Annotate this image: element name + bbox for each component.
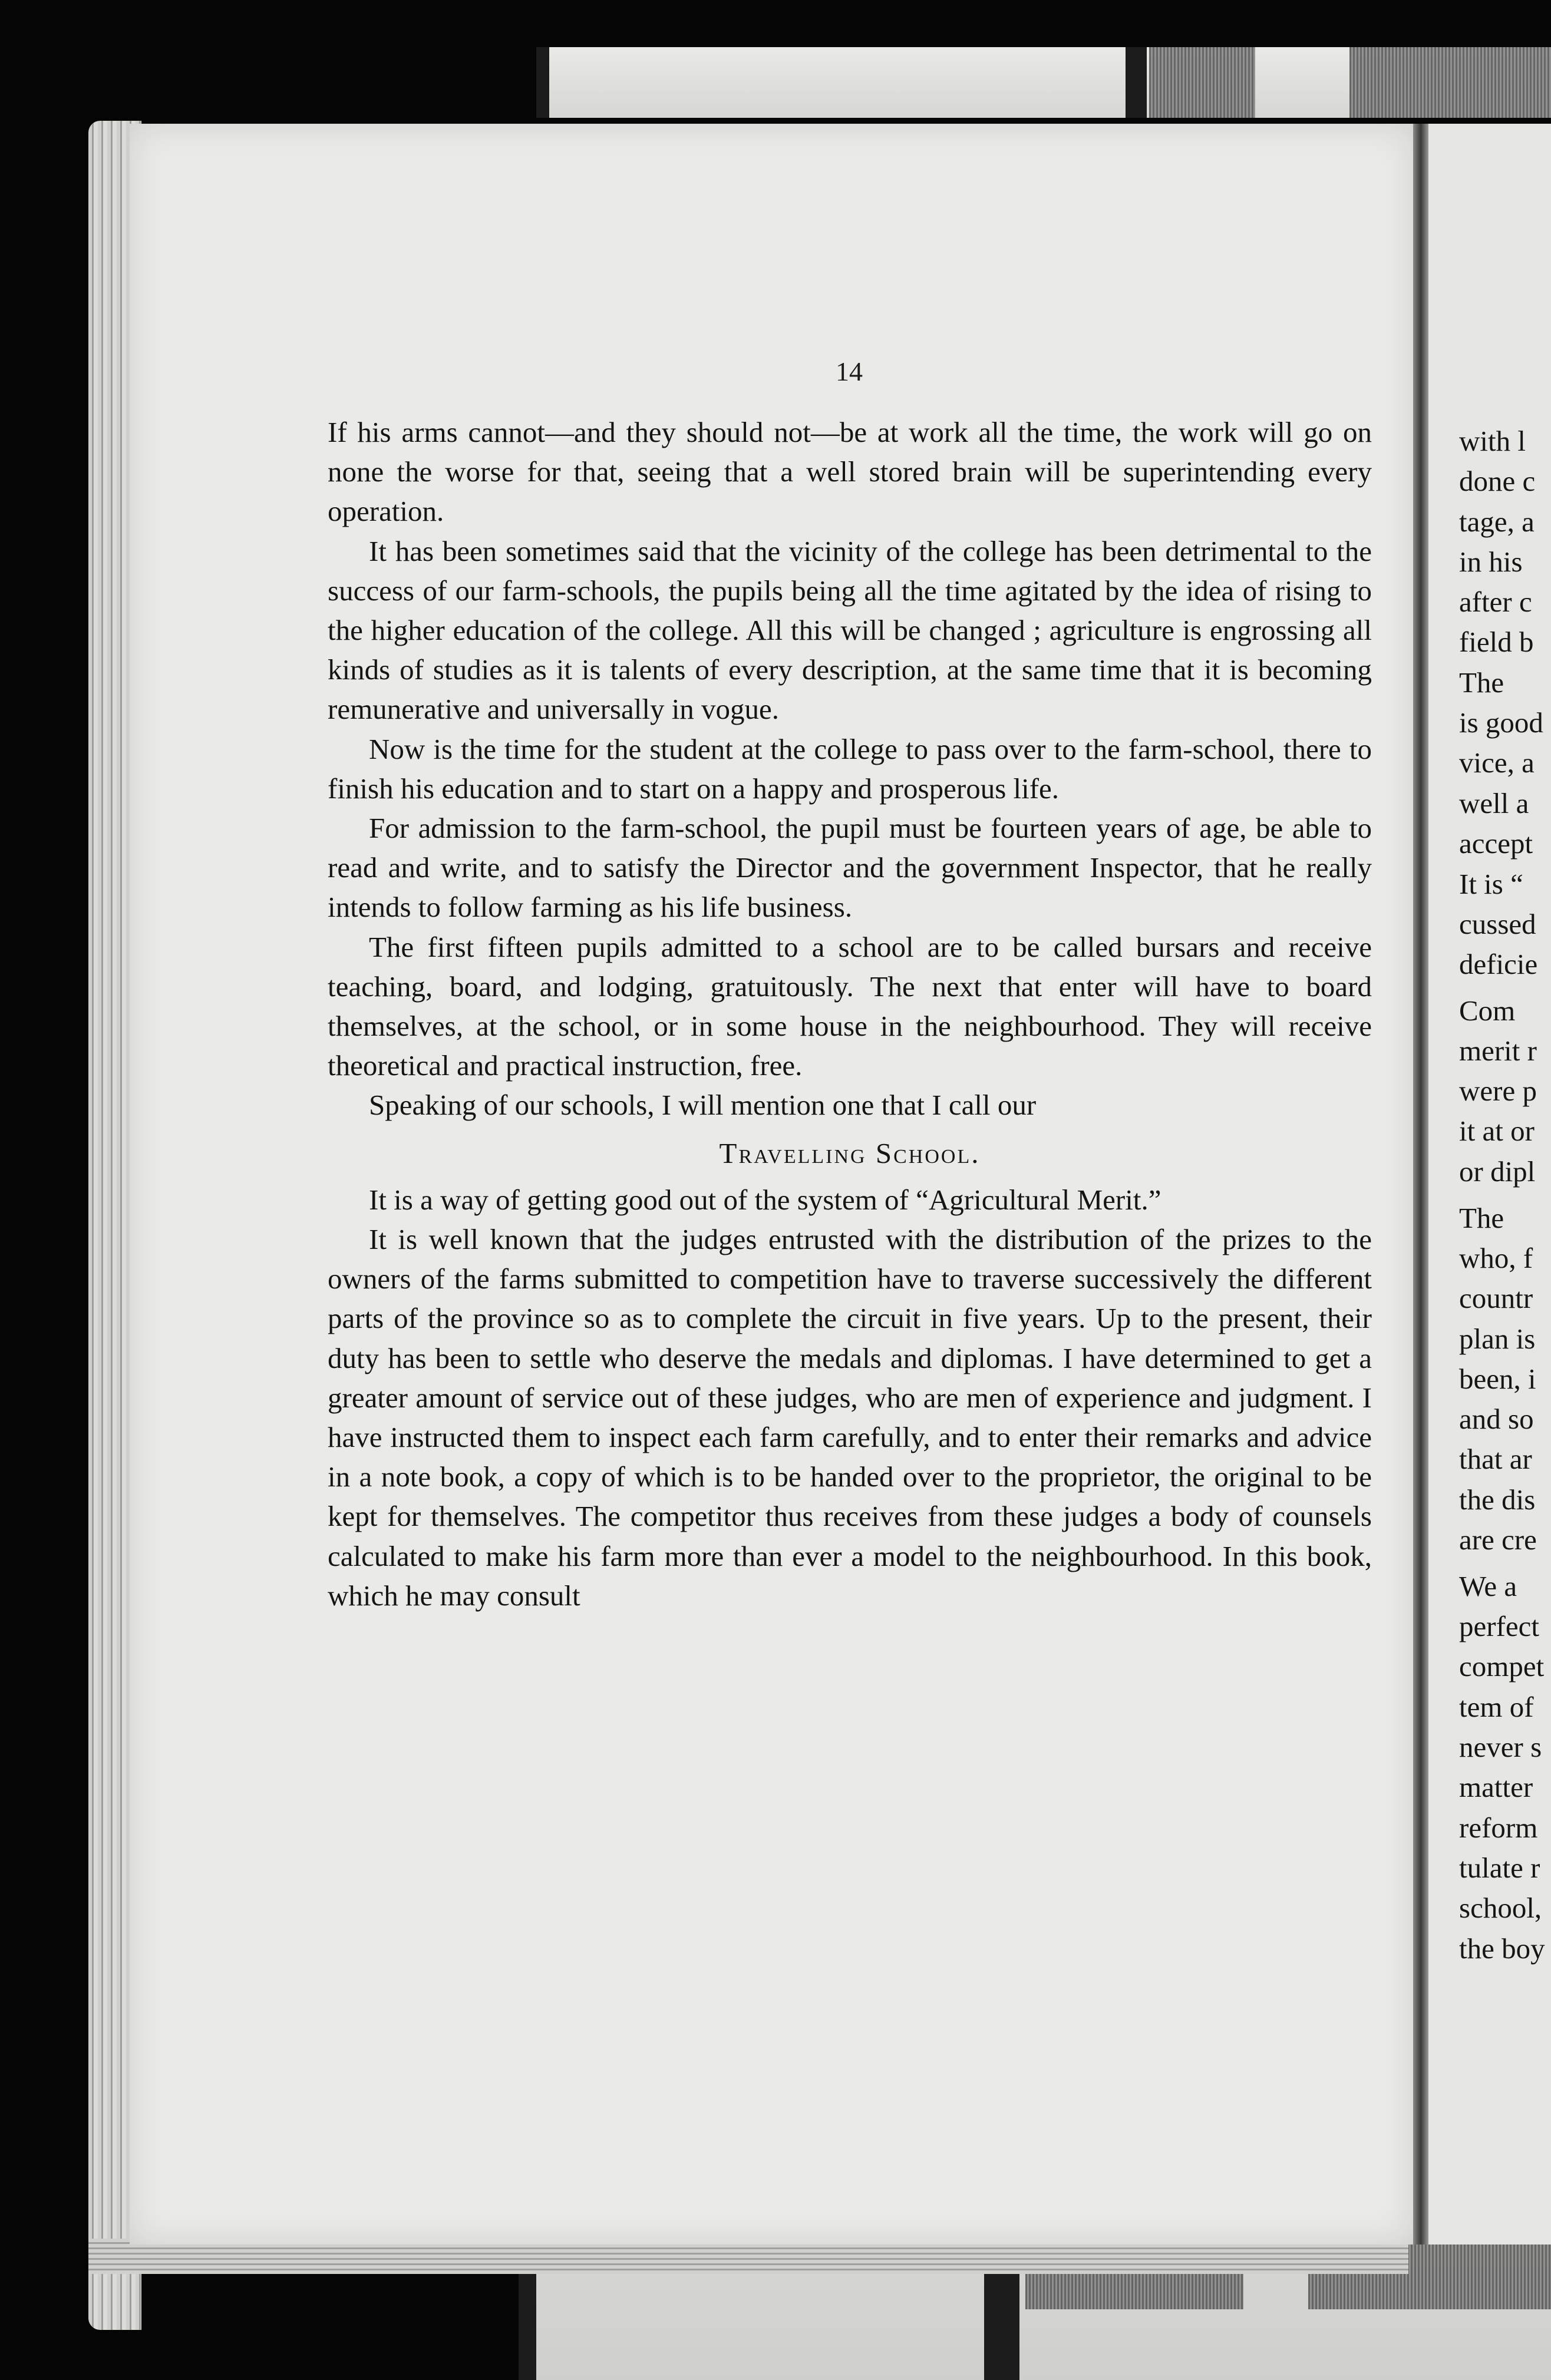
right-page-line-fragment: were p <box>1459 1075 1537 1107</box>
book-page-right-partial <box>1428 124 1551 2245</box>
right-page-line-fragment: compet <box>1459 1650 1545 1682</box>
section-heading: Travelling School. <box>719 1136 981 1169</box>
right-page-line-fragment: reform <box>1459 1812 1538 1844</box>
paragraph: For admission to the farm-school, the pupil must be fourteen years of age, be able to read and write, and to satisfy the Director and the government Inspector, that he really intends to follow farming as his life business. <box>328 812 1372 924</box>
right-page-line-fragment: that ar <box>1459 1443 1532 1475</box>
page-body-text <box>328 412 1372 1615</box>
right-page-line-fragment: with l <box>1459 425 1526 457</box>
band-shadow <box>1126 47 1147 118</box>
right-page-line-fragment: after c <box>1459 586 1532 618</box>
right-page-line-fragment: The <box>1459 1202 1504 1234</box>
right-page-line-fragment: the dis <box>1459 1483 1536 1516</box>
right-page-line-fragment: vice, a <box>1459 746 1534 779</box>
right-page-line-fragment: in his <box>1459 546 1523 578</box>
right-page-line-fragment: deficie <box>1459 948 1538 980</box>
paragraph: The first fifteen pupils admitted to a school are to be called bursars and receive teaching, board, and lodging, gratuitously. The next that enter will have to board themselves, at the school, or in some house in the neighbourhood. They will receive theoretical and practical instruction, free. <box>328 930 1372 1082</box>
right-page-line-fragment: tem of <box>1459 1691 1534 1723</box>
right-page-line-fragment: school, <box>1459 1892 1542 1924</box>
paragraph: It is well known that the judges entrusted with the distribution of the prizes to the owners of the farms submitted to competition have to traverse successively the different parts of the province so as to complete the circuit in five years. Up to the present, their duty has been to settle who deserve the medals and diplomas. I have determined to get a greater amount of service out of these judges, who are men of experience and judgment. I have instructed them to inspect each farm carefully, and to enter their remarks and advice in a note book, a copy of which is to be handed over to the proprietor, the original to be kept for themselves. The competitor thus receives from these judges a body of counsels calculated to make his farm more than ever a model to the neighbourhood. In this book, which he may consult <box>328 1223 1372 1612</box>
band-shadow <box>536 47 549 118</box>
book-gutter <box>1413 124 1428 2245</box>
right-page-line-fragment: been, i <box>1459 1363 1536 1395</box>
right-page-line-fragment: field b <box>1459 626 1534 658</box>
right-page-line-fragment: tage, a <box>1459 505 1534 538</box>
paragraph: It is a way of getting good out of the system of “Agricultural Merit.” <box>369 1183 1161 1216</box>
top-binding-band <box>536 47 1551 118</box>
right-page-line-fragment: is good <box>1459 706 1543 739</box>
right-page-line-fragment: it at or <box>1459 1115 1534 1147</box>
right-page-line-fragment: It is “ <box>1459 868 1523 900</box>
right-page-line-fragment: tulate r <box>1459 1852 1540 1884</box>
right-page-line-fragment: are cre <box>1459 1523 1537 1556</box>
right-page-line-fragment: We a <box>1459 1570 1517 1602</box>
paragraph: It has been sometimes said that the vicinity of the college has been detrimental to the success of our farm-schools, the pupils being all the time agitated by the idea of rising to the higher education of the college. All this will be changed ; agriculture is engrossing all kinds of studies as it is talents of every description, at the same time that it is becoming remunerative and universally in vogue. <box>328 534 1372 726</box>
right-page-line-fragment: done c <box>1459 465 1536 497</box>
right-page-line-fragment: never s <box>1459 1731 1542 1763</box>
right-page-line-fragment: accept <box>1459 827 1533 860</box>
right-page-line-fragment: Com <box>1459 994 1516 1027</box>
right-page-line-fragment: merit r <box>1459 1034 1537 1067</box>
right-page-line-fragment: matter <box>1459 1771 1533 1803</box>
right-page-line-fragment: countr <box>1459 1282 1533 1314</box>
paragraph: Speaking of our schools, I will mention one that I call our <box>369 1089 1037 1122</box>
right-page-line-fragment: and so <box>1459 1403 1534 1435</box>
paragraph: If his arms cannot—and they should not—be at work all the time, the work will go on none the worse for that, seeing that a well stored brain will be superintending every operation. <box>328 416 1372 528</box>
cloth-binding <box>1149 47 1255 118</box>
page-number: 14 <box>836 356 863 386</box>
right-page-line-fragment: plan is <box>1459 1323 1536 1355</box>
right-page-line-fragment: cussed <box>1459 908 1536 940</box>
right-page-line-fragment: or dipl <box>1459 1155 1536 1188</box>
right-page-line-fragment: perfect <box>1459 1610 1539 1642</box>
right-page-line-fragment: The <box>1459 666 1504 699</box>
cloth-binding <box>1349 47 1551 118</box>
right-page-line-fragment: the boy <box>1459 1932 1545 1965</box>
right-page-line-fragment: well a <box>1459 787 1529 819</box>
paragraph: Now is the time for the student at the college to pass over to the farm-school, there to finish his education and to start on a happy and prosperous life. <box>328 732 1372 805</box>
right-page-line-fragment: who, f <box>1459 1242 1533 1274</box>
